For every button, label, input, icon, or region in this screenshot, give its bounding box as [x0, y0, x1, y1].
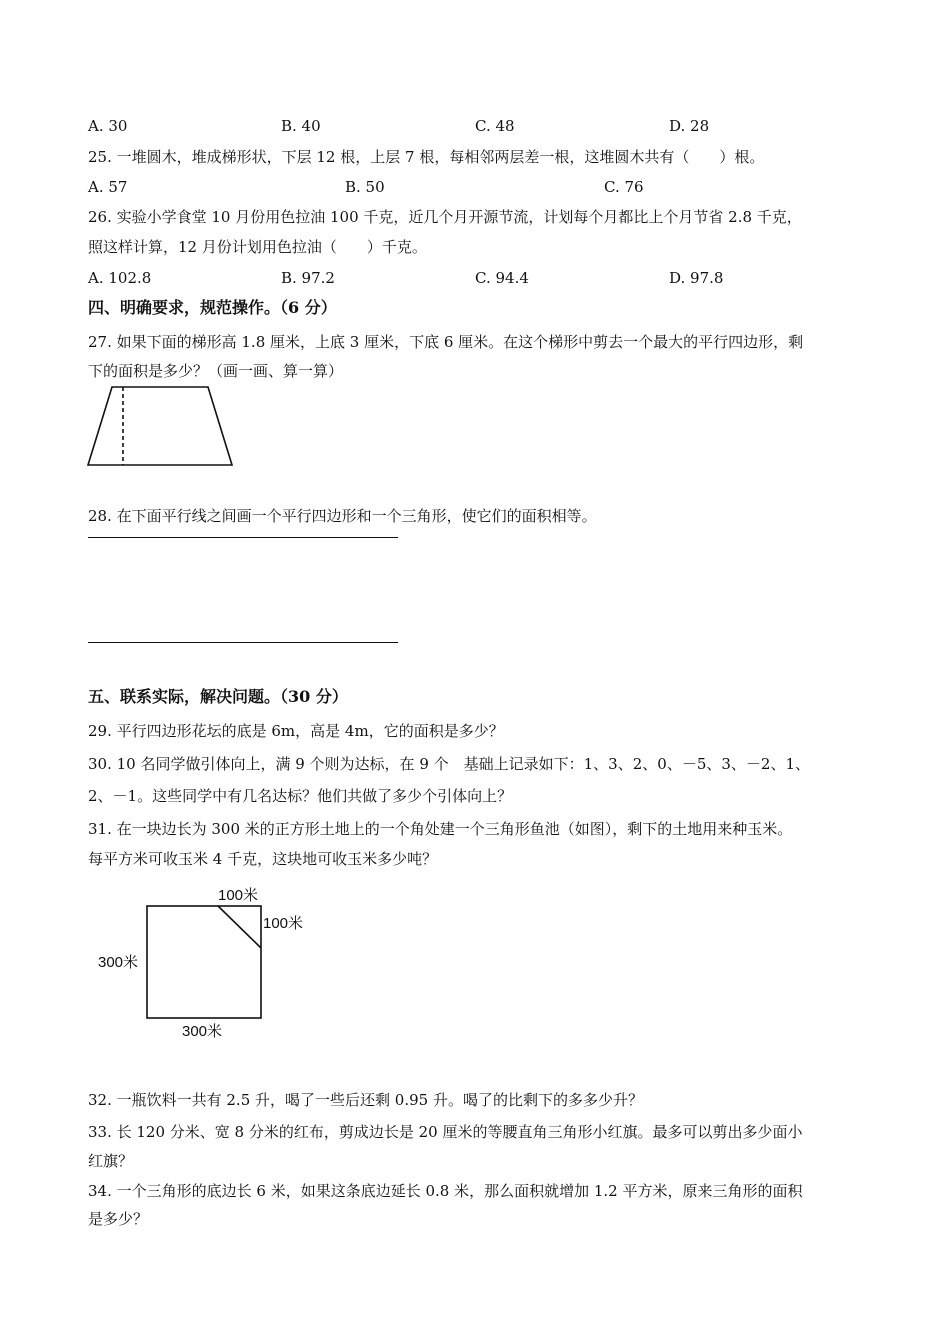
fish-pond-diagonal — [218, 906, 261, 948]
q25-text: 25. 一堆圆木，堆成梯形状，下层 12 根，上层 7 根，每相邻两层差一根，这堆圆木共有（ ）根。 — [88, 148, 765, 166]
q26-line1: 26. 实验小学食堂 10 月份用色拉油 100 千克，近几个月开源节流，计划每个月都比上个月节省 2.8 千克， — [88, 208, 802, 226]
q29-text: 29. 平行四边形花坛的底是 6m，高是 4m，它的面积是多少？ — [88, 722, 504, 740]
section-4-title: 四、明确要求，规范操作。（6 分） — [88, 298, 337, 317]
trapezoid-figure — [84, 383, 240, 471]
q26-option-d: D. 97.8 — [669, 269, 724, 287]
q26-option-b: B. 97.2 — [281, 269, 335, 287]
q33-line2: 红旗？ — [88, 1152, 134, 1170]
q26-option-a: A. 102.8 — [88, 269, 152, 287]
q26-option-c: C. 94.4 — [475, 269, 529, 287]
q34-line2: 是多少？ — [88, 1210, 149, 1228]
label-right-100m: 100米 — [263, 915, 304, 932]
q28-text: 28. 在下面平行线之间画一个平行四边形和一个三角形，使它们的面积相等。 — [88, 507, 597, 525]
square-field-figure — [90, 880, 320, 1045]
q30-line1: 30. 10 名同学做引体向上，满 9 个则为达标，在 9 个 基础上记录如下：1、3、2、0、－5、3、－2、1、 — [88, 755, 810, 773]
q31-line1: 31. 在一块边长为 300 米的正方形土地上的一个角处建一个三角形鱼池（如图），剩下的土地用来种玉米。 — [88, 820, 793, 838]
q34-line1: 34. 一个三角形的底边长 6 米，如果这条底边延长 0.8 米，那么面积就增加 1.2 平方米，原来三角形的面积 — [88, 1182, 803, 1200]
label-left-300m: 300米 — [98, 954, 139, 971]
q24-option-a: A. 30 — [88, 117, 128, 135]
trapezoid-outline — [88, 387, 232, 465]
q26-line2: 照这样计算，12 月份计划用色拉油（ ）千克。 — [88, 238, 427, 256]
parallel-line-top — [88, 537, 398, 538]
q24-option-d: D. 28 — [669, 117, 710, 135]
q24-option-b: B. 40 — [281, 117, 321, 135]
section-5-title: 五、联系实际，解决问题。（30 分） — [88, 687, 348, 706]
q27-line1: 27. 如果下面的梯形高 1.8 厘米，上底 3 厘米，下底 6 厘米。在这个梯形中剪去一个最大的平行四边形，剩 — [88, 333, 804, 351]
parallel-line-bottom — [88, 642, 398, 643]
q25-option-b: B. 50 — [345, 178, 385, 196]
q31-line2: 每平方米可收玉米 4 千克，这块地可收玉米多少吨？ — [88, 850, 438, 868]
square-field-outline — [147, 906, 261, 1018]
q32-text: 32. 一瓶饮料一共有 2.5 升，喝了一些后还剩 0.95 升。喝了的比剩下的多多少升？ — [88, 1091, 643, 1109]
q30-line2: 2、－1。这些同学中有几名达标？他们共做了多少个引体向上？ — [88, 787, 513, 805]
q24-option-c: C. 48 — [475, 117, 515, 135]
q25-option-a: A. 57 — [88, 178, 128, 196]
label-bottom-300m: 300米 — [182, 1023, 223, 1040]
q33-line1: 33. 长 120 分米、宽 8 分米的红布，剪成边长是 20 厘米的等腰直角三角形小红旗。最多可以剪出多少面小 — [88, 1123, 803, 1141]
label-top-100m: 100米 — [218, 887, 259, 904]
q27-line2: 下的面积是多少？（画一画、算一算） — [88, 362, 344, 380]
q25-option-c: C. 76 — [604, 178, 644, 196]
